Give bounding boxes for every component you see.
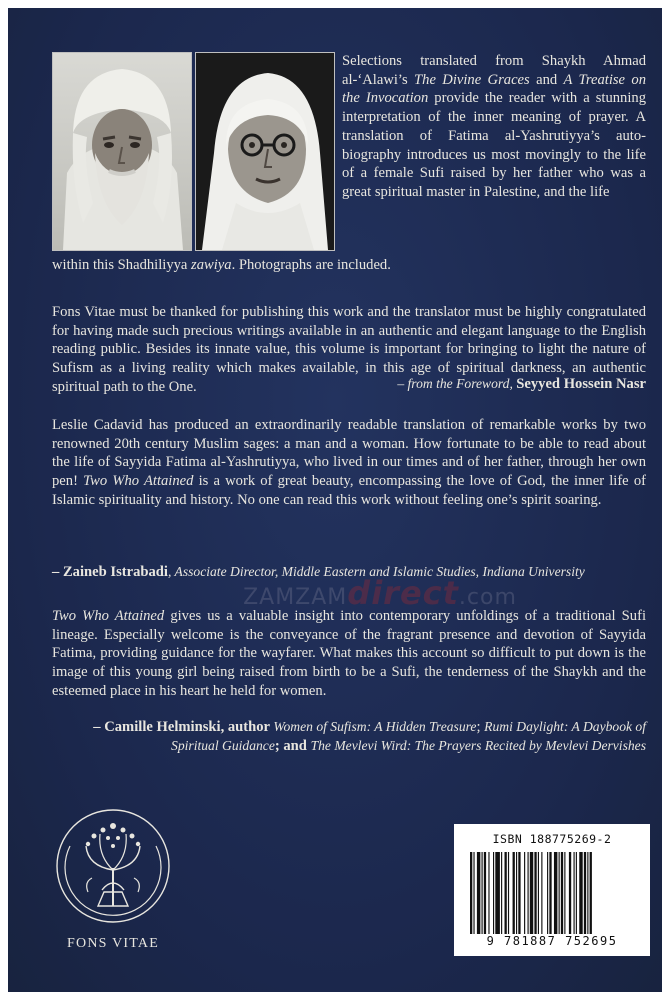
intro-text-2: provide the reader with a stunning interpretation of the inner meaning of prayer. A translation of Fatima al-Yashrutiyya’s auto-biography introduces us most movingly to the life of a female Sufi raised by her father who was a great spiritual master in Palestine, and the life (342, 90, 646, 200)
quote-book-title: Two Who Attained (83, 473, 194, 490)
barcode-number: 9 781887 752695 (486, 934, 618, 948)
barcode-bars-icon (468, 852, 638, 934)
fountain-of-life-emblem-icon (48, 806, 178, 926)
photo-fatima-al-yashrutiyya (195, 52, 335, 251)
photo-shaykh-al-alawi (52, 52, 192, 251)
book-title-2: Rumi Daylight: A Daybook of Spiritual Guidance (171, 719, 646, 753)
book-back-cover (8, 8, 662, 992)
quote-text-b: is a work of great beauty, encompassing the love of God, the inner life of Islamic spirituality and history. No one can read this work without feeling one’s spirit soaring. (52, 473, 646, 508)
quote-istrabadi (52, 416, 646, 510)
portrait-man-icon (53, 53, 191, 250)
quote-text: gives us a valuable insight into contemporary unfoldings of a traditional Sufi lineage. Especially welcome is the conveyance of the fragrant presence and devotion of Sayyida Fatima, providing guidance for the wayfarer. What makes this account so difficult to put down is the image of this young girl being raised from birth to be a Sufi, the tenderness of the Shaykh and the esteemed place in his heart he held for women. (52, 608, 647, 699)
separator-2: ; and (274, 737, 311, 754)
watermark-main: direct (347, 574, 459, 612)
attribution-author-word: , author (220, 719, 274, 735)
quote-helminski (52, 607, 646, 701)
intro-text-and: and (529, 71, 564, 88)
intro-paragraph (342, 52, 646, 202)
book-title-1: Women of Sufism: A Hidden Treasure (273, 719, 477, 734)
watermark-prefix: ZAMZAM (243, 585, 348, 610)
intro-paragraph-end (52, 256, 646, 275)
attribution-name: – Zaineb Istrabadi (52, 564, 168, 580)
attribution-name: – Camille Helminski (93, 719, 221, 735)
quote-istrabadi-attribution (52, 563, 646, 582)
isbn-barcode (454, 824, 650, 956)
quote-nasr-attribution (52, 375, 646, 394)
quote-helminski-attribution (52, 718, 646, 755)
book-title-3: The Mevlevi Wird: The Prayers Recited by Mevlevi Dervishes (310, 737, 646, 753)
quote-book-title: Two Who Attained (52, 608, 165, 624)
separator-1: ; (476, 719, 485, 735)
title-treatise-invocation: A Treatise on the Invocation (342, 71, 646, 107)
isbn-label: ISBN 188775269-2 (492, 832, 612, 846)
attribution-prefix: – from the Foreword, (397, 376, 517, 391)
intro-text-3: within this Shadhiliyya (52, 257, 192, 273)
title-divine-graces: The Divine Graces (414, 71, 530, 88)
word-zawiya: zawiya (191, 257, 232, 273)
attribution-name: Seyyed Hossein Nasr (516, 376, 646, 392)
intro-text-4: . Photographs are included. (231, 257, 391, 273)
quote-text-a: Leslie Cadavid has produced an extraordinarily readable translation of remarkable works by two renowned 20th century Muslim sages: a man and a woman. How fortunate to be able to read about the life of Sayyida Fatima al-Yashrutiyya, who lived in our times and of her father, through her own pen! (52, 417, 646, 490)
watermark-suffix: .com (458, 585, 517, 610)
portrait-woman-icon (196, 53, 334, 250)
attribution-role: , Associate Director, Middle Eastern and Islamic Studies, Indiana University (167, 564, 585, 579)
intro-text-1: Selections translated from Shaykh Ahmad al-‘Alawi’s (342, 53, 646, 88)
publisher-name: FONS VITAE (67, 936, 159, 951)
quote-nasr: Fons Vitae must be thanked for publishing this work and the translator must be highly congratulated for having made such precious writings available in an authentic and elegant language to the English reading public. Besides its innate value, this volume is important for bringing to light the nature of Sufism as a living reality which makes available, in this age of spiritual darkness, an authentic spiritual path to the One. (52, 304, 646, 395)
